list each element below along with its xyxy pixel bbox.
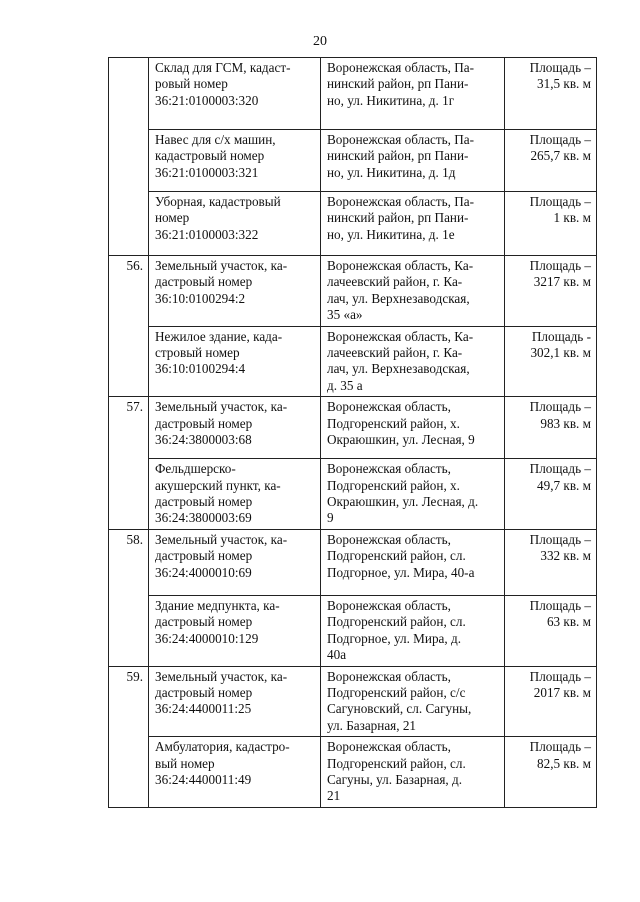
object-address-line: лач, ул. Верхнезаводская, [327, 290, 470, 306]
object-address-line: но, ул. Никитина, д. 1е [327, 226, 455, 242]
object-description-line: Фельдшерско- [155, 461, 236, 477]
object-area-line: 82,5 кв. м [537, 755, 591, 771]
object-area [505, 737, 597, 808]
object-address-line: нинский район, рп Пани- [327, 210, 469, 226]
object-description-line: Навес для с/х машин, [155, 132, 276, 147]
object-description-line: 36:10:0100294:4 [155, 361, 246, 377]
object-description-line: 36:24:3800003:69 [155, 510, 252, 526]
object-description-line: Земельный участок, ка- [155, 399, 288, 415]
object-address-line: Подгорное, ул. Мира, 40-а [327, 564, 475, 580]
object-area [505, 58, 597, 130]
object-area-line: Площадь - [531, 328, 591, 344]
object-address-line: Воронежская область, [327, 739, 451, 755]
object-area-line: 332 кв. м [540, 548, 591, 564]
row-number: 59. [109, 666, 149, 807]
object-address-line: лачеевский район, г. Ка- [327, 274, 463, 290]
object-address [321, 595, 505, 666]
object-address-line: Воронежская область, [327, 668, 451, 684]
object-address [321, 130, 505, 192]
object-address-line: 40а [327, 647, 347, 663]
object-address-line: Подгорное, ул. Мира, д. [327, 630, 461, 646]
table-row [109, 192, 597, 256]
property-table [108, 57, 597, 808]
object-address-line: Подгоренский район, с/с [327, 684, 466, 700]
object-address-line: Подгоренский район, сл. [327, 755, 466, 771]
object-address-line: 9 [327, 510, 334, 526]
row-number: 57. [109, 397, 149, 530]
object-area-line: Площадь – [529, 258, 591, 273]
object-description [149, 58, 321, 130]
object-description-line: 36:24:4400011:25 [155, 701, 252, 717]
object-area-line: 302,1 кв. м [530, 345, 591, 361]
object-address-line: Воронежская область, [327, 399, 451, 415]
object-address-line: Воронежская область, Па- [327, 60, 475, 75]
object-area-line: Площадь – [529, 531, 591, 547]
object-description-line: 36:24:4000010:69 [155, 564, 252, 580]
object-description-line: Нежилое здание, када- [155, 328, 283, 344]
object-description [149, 595, 321, 666]
object-address [321, 58, 505, 130]
object-description-line: Здание медпункта, ка- [155, 597, 280, 613]
object-description [149, 256, 321, 327]
table-row [109, 58, 597, 130]
table-row [109, 737, 597, 808]
object-area [505, 595, 597, 666]
table-row [109, 326, 597, 397]
object-address [321, 529, 505, 595]
object-area [505, 397, 597, 459]
object-address-line: Воронежская область, Ка- [327, 328, 474, 344]
object-description-line: акушерский пункт, ка- [155, 477, 281, 493]
object-address-line: но, ул. Никитина, д. 1г [327, 92, 455, 108]
object-address-line: нинский район, рп Пани- [327, 148, 469, 164]
object-area-line: Площадь – [529, 461, 591, 477]
object-description-line: Склад для ГСМ, кадаст- [155, 60, 291, 75]
row-number [109, 58, 149, 256]
object-address-line: Сагуны, ул. Базарная, д. [327, 771, 463, 787]
object-area-line: 265,7 кв. м [530, 148, 591, 164]
table-row [109, 397, 597, 459]
object-address [321, 737, 505, 808]
object-description-line: Земельный участок, ка- [155, 258, 288, 273]
row-number: 58. [109, 529, 149, 666]
object-area-line: Площадь – [529, 739, 591, 755]
object-description-line: Уборная, кадастровый [155, 194, 281, 209]
object-address-line: 21 [327, 788, 341, 804]
object-address-line: но, ул. Никитина, д. 1д [327, 164, 456, 180]
object-address-line: ул. Базарная, 21 [327, 717, 417, 733]
table-row [109, 529, 597, 595]
object-area-line: 983 кв. м [540, 415, 591, 431]
object-description-line: номер [155, 210, 190, 226]
object-address [321, 326, 505, 397]
object-area-line: 2017 кв. м [533, 684, 591, 700]
object-description [149, 529, 321, 595]
object-address-line: Окраюшкин, ул. Лесная, д. [327, 494, 479, 510]
object-area [505, 326, 597, 397]
object-area-line: 3217 кв. м [533, 274, 591, 290]
object-area-line: Площадь – [529, 597, 591, 613]
object-area [505, 529, 597, 595]
object-address-line: Сагуновский, сл. Сагуны, [327, 701, 472, 717]
object-address-line: Подгоренский район, сл. [327, 548, 466, 564]
object-address-line: Воронежская область, [327, 461, 451, 477]
object-description-line: дастровый номер [155, 274, 253, 290]
object-address [321, 192, 505, 256]
object-description [149, 192, 321, 256]
object-area-line: 31,5 кв. м [537, 76, 591, 92]
object-description-line: дастровый номер [155, 415, 253, 431]
object-area [505, 666, 597, 737]
object-address-line: Воронежская область, Па- [327, 132, 475, 147]
object-description [149, 326, 321, 397]
object-address [321, 397, 505, 459]
object-address-line: нинский район, рп Пани- [327, 76, 469, 92]
object-address-line: Воронежская область, Па- [327, 194, 475, 209]
object-address-line: Подгоренский район, х. [327, 415, 460, 431]
object-address [321, 256, 505, 327]
object-area-line: Площадь – [529, 60, 591, 75]
object-description [149, 666, 321, 737]
table-row [109, 666, 597, 737]
object-description-line: дастровый номер [155, 614, 253, 630]
object-description-line: 36:24:4000010:129 [155, 630, 259, 646]
object-description-line: 36:10:0100294:2 [155, 290, 246, 306]
object-area [505, 192, 597, 256]
object-area-line: 63 кв. м [546, 614, 591, 630]
object-description-line: 36:24:4400011:49 [155, 771, 252, 787]
object-description-line: ровый номер [155, 76, 228, 92]
object-address-line: д. 35 а [327, 377, 363, 393]
object-area [505, 459, 597, 530]
object-description-line: 36:24:3800003:68 [155, 432, 252, 448]
object-description-line: Земельный участок, ка- [155, 531, 288, 547]
object-area-line: 1 кв. м [553, 210, 591, 226]
object-address-line: Подгоренский район, сл. [327, 614, 466, 630]
object-area-line: 49,7 кв. м [537, 477, 591, 493]
object-address [321, 459, 505, 530]
object-description-line: 36:21:0100003:322 [155, 226, 259, 242]
object-description [149, 397, 321, 459]
object-description-line: кадастровый номер [155, 148, 265, 164]
object-area-line: Площадь – [529, 668, 591, 684]
object-description-line: дастровый номер [155, 548, 253, 564]
object-address-line: Воронежская область, Ка- [327, 258, 474, 273]
object-description-line: дастровый номер [155, 684, 253, 700]
object-description [149, 130, 321, 192]
object-description [149, 737, 321, 808]
page-number: 20 [313, 34, 327, 49]
object-description-line: вый номер [155, 755, 215, 771]
object-address-line: лачеевский район, г. Ка- [327, 345, 463, 361]
object-description-line: стровый номер [155, 345, 240, 361]
table-row [109, 459, 597, 530]
object-area-line: Площадь – [529, 194, 591, 209]
object-description-line: Амбулатория, кадастро- [155, 739, 290, 755]
object-description-line: 36:21:0100003:321 [155, 164, 259, 180]
object-address-line: Окраюшкин, ул. Лесная, 9 [327, 432, 475, 448]
table-row [109, 130, 597, 192]
object-area [505, 256, 597, 327]
object-address-line: 35 «а» [327, 307, 363, 323]
object-address-line: Воронежская область, [327, 597, 451, 613]
object-address-line: Воронежская область, [327, 531, 451, 547]
object-area-line: Площадь – [529, 132, 591, 147]
object-area-line: Площадь – [529, 399, 591, 415]
object-description [149, 459, 321, 530]
object-address-line: Подгоренский район, х. [327, 477, 460, 493]
table-row [109, 595, 597, 666]
table-row [109, 256, 597, 327]
object-address [321, 666, 505, 737]
object-description-line: Земельный участок, ка- [155, 668, 288, 684]
property-table-body [109, 58, 597, 808]
row-number: 56. [109, 256, 149, 397]
object-description-line: дастровый номер [155, 494, 253, 510]
object-area [505, 130, 597, 192]
object-address-line: лач, ул. Верхнезаводская, [327, 361, 470, 377]
object-description-line: 36:21:0100003:320 [155, 92, 259, 108]
